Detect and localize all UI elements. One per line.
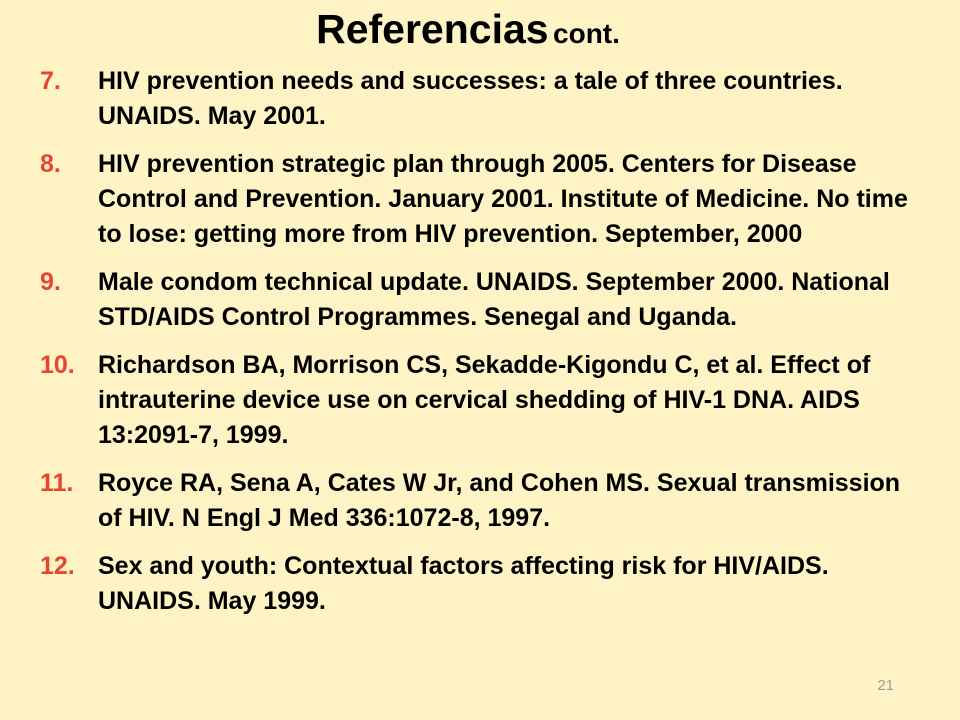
title-sub: cont. (553, 18, 620, 49)
reference-text: HIV prevention strategic plan through 2005. Centers for Disease Control and Prevention. January 2001. Institute of Medicine. No time to lose: getting more from HIV prevention. September, 2000 (98, 150, 908, 248)
reference-number: 9. (40, 268, 61, 296)
reference-text: Male condom technical update. UNAIDS. September 2000. National STD/AIDS Control Programmes. Senegal and Uganda. (98, 268, 890, 331)
reference-item-9 (40, 265, 920, 335)
title-main: Referencias (316, 6, 549, 52)
reference-number: 12. (40, 552, 75, 580)
reference-text: HIV prevention needs and successes: a tale of three countries. UNAIDS. May 2001. (98, 67, 843, 130)
reference-list (40, 64, 920, 632)
reference-number: 7. (40, 67, 61, 95)
reference-text: Royce RA, Sena A, Cates W Jr, and Cohen MS. Sexual transmission of HIV. N Engl J Med 336:1072-8, 1997. (98, 469, 901, 532)
reference-item-11 (40, 466, 920, 536)
slide-title (0, 6, 936, 53)
reference-number: 10. (40, 351, 75, 379)
reference-item-12 (40, 549, 920, 619)
reference-text: Richardson BA, Morrison CS, Sekadde-Kigondu C, et al. Effect of intrauterine device use on cervical shedding of HIV-1 DNA. AIDS 13:2091-7, 1999. (98, 351, 871, 449)
reference-text: Sex and youth: Contextual factors affecting risk for HIV/AIDS. UNAIDS. May 1999. (98, 552, 829, 615)
page-number: 21 (877, 677, 894, 694)
reference-item-10 (40, 348, 920, 453)
reference-number: 11. (40, 469, 74, 497)
reference-number: 8. (40, 150, 61, 178)
reference-item-8 (40, 147, 920, 252)
reference-item-7 (40, 64, 920, 134)
